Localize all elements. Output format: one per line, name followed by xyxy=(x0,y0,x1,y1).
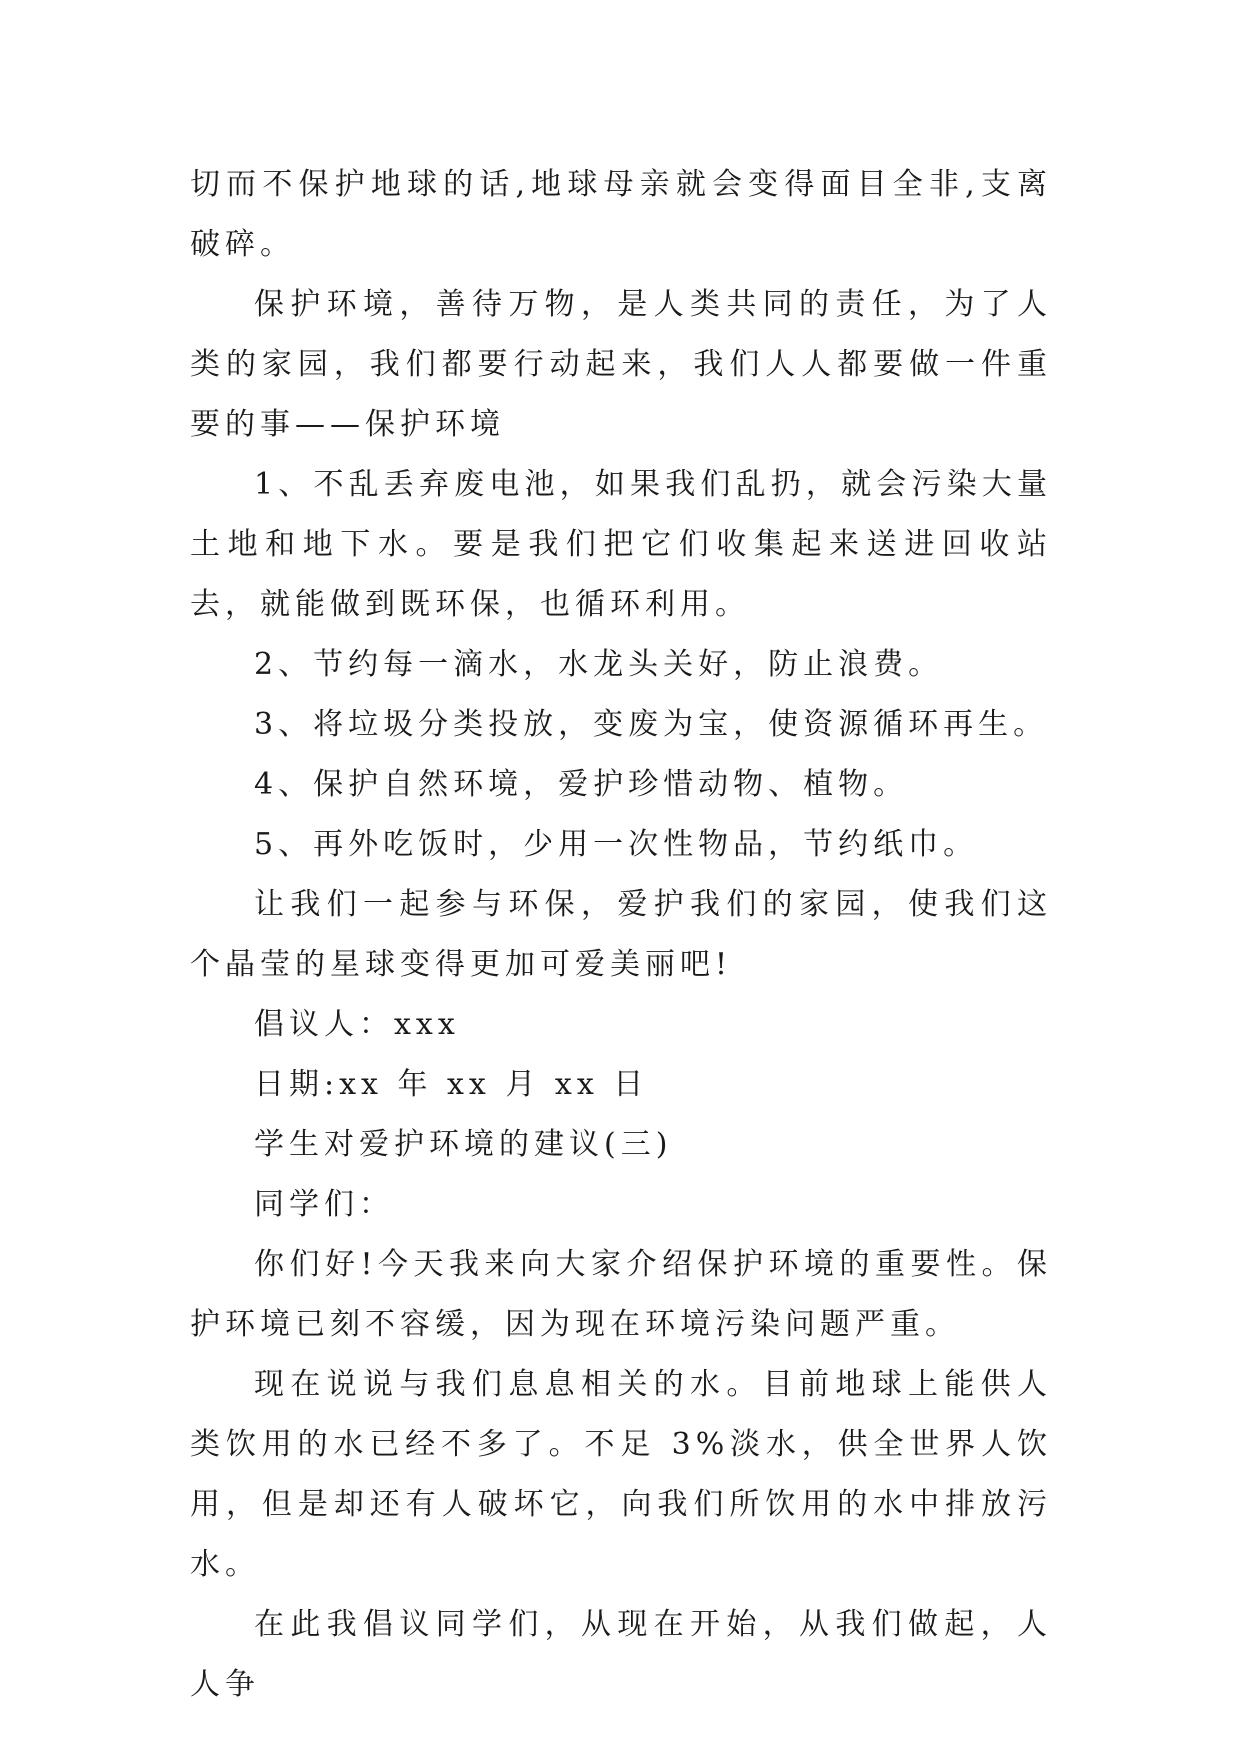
paragraph-continuation: 切而不保护地球的话,地球母亲就会变得面目全非,支离破碎。 xyxy=(190,167,1052,262)
paragraph-call-to-action: 让我们一起参与环保，爱护我们的家园，使我们这个晶莹的星球变得更加可爱美丽吧! xyxy=(190,887,1052,982)
signature-date: 日期:xx 年 xx 月 xx 日 xyxy=(254,1067,649,1102)
document-page xyxy=(190,155,1052,1715)
paragraph-proposal: 在此我倡议同学们，从现在开始，从我们做起，人人争 xyxy=(190,1607,1052,1702)
list-item-1: 1、不乱丢弃废电池，如果我们乱扔，就会污染大量土地和地下水。要是我们把它们收集起来送进回收站去，就能做到既环保，也循环利用。 xyxy=(190,467,1052,622)
salutation: 同学们： xyxy=(254,1187,394,1222)
list-item-2: 2、节约每一滴水，水龙头关好，防止浪费。 xyxy=(254,647,944,682)
paragraph-intro: 保护环境，善待万物，是人类共同的责任，为了人类的家园，我们都要行动起来，我们人人都要做一件重要的事——保护环境 xyxy=(190,287,1052,442)
signature-initiator: 倡议人：xxx xyxy=(254,1007,460,1042)
section-title: 学生对爱护环境的建议(三) xyxy=(254,1127,673,1162)
paragraph-water: 现在说说与我们息息相关的水。目前地球上能供人类饮用的水已经不多了。不足 3%淡水，供全世界人饮用，但是却还有人破坏它，向我们所饮用的水中排放污水。 xyxy=(190,1367,1052,1582)
list-item-3: 3、将垃圾分类投放，变废为宝，使资源循环再生。 xyxy=(254,707,1049,742)
list-item-5: 5、再外吃饭时，少用一次性物品，节约纸巾。 xyxy=(254,827,979,862)
paragraph-greeting: 你们好!今天我来向大家介绍保护环境的重要性。保护环境已刻不容缓，因为现在环境污染问题严重。 xyxy=(190,1247,1052,1342)
list-item-4: 4、保护自然环境，爱护珍惜动物、植物。 xyxy=(254,767,909,802)
